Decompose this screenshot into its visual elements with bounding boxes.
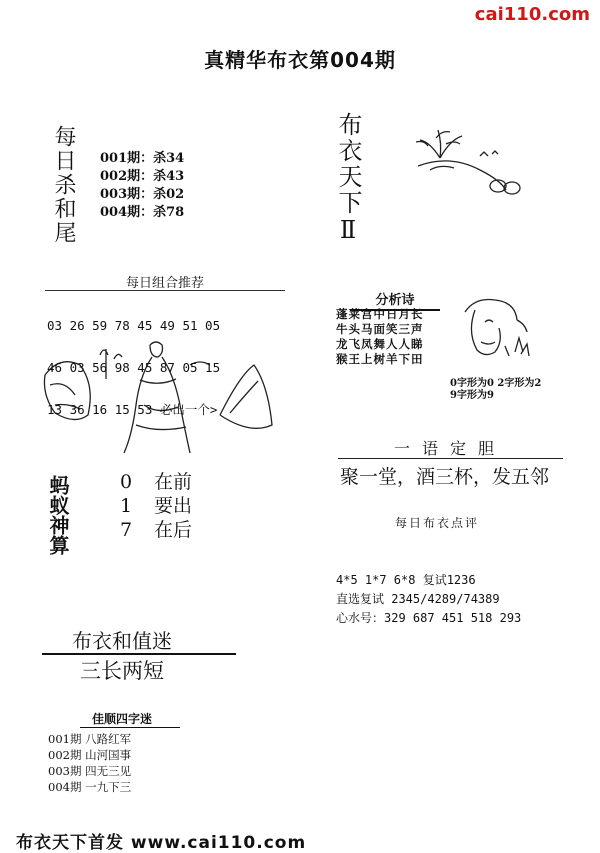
- daily-kill-tail-label: 每日杀和尾: [51, 125, 76, 245]
- poem-line: 龙飞凤舞人人睇: [336, 337, 424, 351]
- four-char-line: 001期 八路红军: [48, 732, 132, 746]
- daily-combo-rows: [47, 291, 220, 431]
- poem-line: 蓬莱宫中日月长: [336, 307, 424, 321]
- mystery-number: 0: [120, 471, 133, 493]
- divider: [80, 727, 180, 728]
- comment-line: 4*5 1*7 6*8 复试1236: [336, 573, 476, 587]
- plant-illustration: [410, 118, 550, 198]
- ox-head-illustration: [455, 292, 545, 364]
- poem-line: 猴王上树羊下田: [336, 352, 424, 366]
- four-char-lines: [48, 731, 131, 795]
- comment-line: 直选复试 2345/4289/74389: [336, 592, 500, 606]
- four-char-line: 002期 山河国事: [48, 748, 132, 762]
- mystery-row: [120, 470, 192, 494]
- footer-text: 布衣天下首发 www.cai110.com: [16, 833, 307, 853]
- four-char-line: 003期 四无三见: [48, 764, 132, 778]
- mystery-number: 7: [120, 519, 133, 541]
- combo-row: 13 36 16 15 53 必出一个>: [47, 402, 218, 417]
- analysis-poem-lines: [336, 307, 424, 367]
- mystery-calc-label: 蚂蚁神算: [46, 475, 70, 555]
- mystery-text: 要出: [154, 495, 193, 517]
- combo-row: 46 03 56 98 45 87 05 15: [47, 360, 221, 375]
- combo-row: 03 26 59 78 45 49 51 05: [47, 318, 221, 333]
- riddle-title: 布衣和值迷: [72, 629, 172, 653]
- riddle-text: 三长两短: [80, 659, 164, 683]
- mystery-text: 在前: [154, 471, 193, 493]
- one-word-title: 一语定胆: [393, 439, 506, 458]
- list-item: 003期：杀02: [100, 187, 185, 202]
- mystery-number: 1: [120, 495, 133, 517]
- note-line: 9字形为9: [450, 390, 494, 401]
- one-word-text: 聚一堂，酒三杯，发五邻: [340, 466, 550, 488]
- list-item: 002期：杀43: [100, 169, 185, 184]
- mystery-row: [120, 518, 192, 542]
- mystery-row: [120, 494, 192, 518]
- note-line: 0字形为0 2字形为2: [450, 378, 542, 389]
- four-char-title: 佳顺四字迷: [92, 712, 153, 726]
- poem-line: 牛头马面笑三声: [336, 322, 424, 336]
- divider: [338, 458, 563, 459]
- four-char-line: 004期 一九下三: [48, 780, 132, 794]
- list-item: 001期：杀34: [100, 151, 185, 166]
- daily-comment-lines: [336, 571, 521, 628]
- mystery-calc-rows: [120, 470, 192, 542]
- mystery-text: 在后: [154, 519, 193, 541]
- site-watermark: cai110.com: [474, 4, 590, 25]
- analysis-poem-title: 分析诗: [350, 289, 440, 311]
- daily-comment-title: 每日布衣点评: [395, 516, 480, 530]
- comment-line: 心水号：329 687 451 518 293: [336, 611, 522, 625]
- daily-kill-tail-list: [100, 150, 184, 222]
- daily-combo-title: 每日组合推荐: [125, 276, 204, 291]
- page-title: 真精华布衣第004期: [204, 48, 396, 72]
- analysis-poem-notes: [450, 378, 541, 402]
- list-item: 004期：杀78: [100, 205, 185, 220]
- buyi-tianxia-label: 布衣天下Ⅱ: [334, 112, 362, 246]
